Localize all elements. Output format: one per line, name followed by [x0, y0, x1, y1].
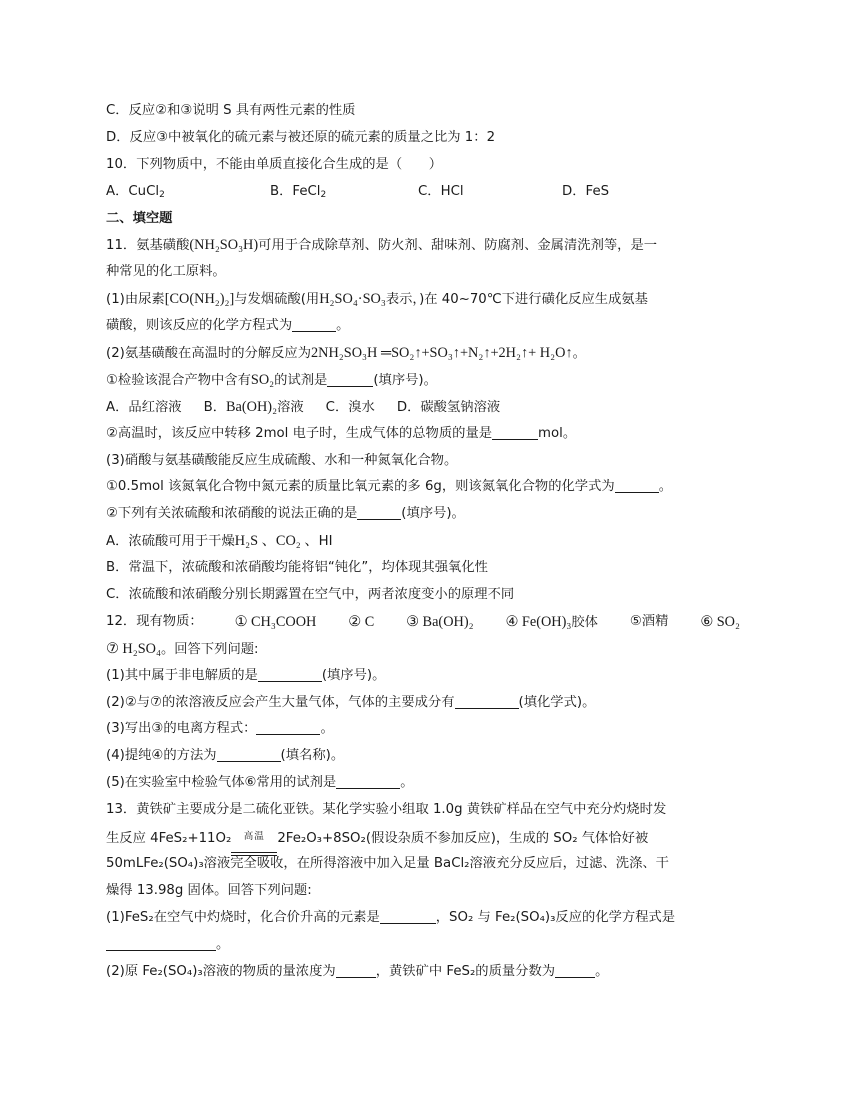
q11-part1-line2: 磺酸，则该反应的化学方程式为 。: [106, 318, 350, 334]
q10-option-d: D．FeS: [562, 183, 610, 199]
q11-part2-sub2: ②高温时，该反应中转移 2mol 电子时，生成气体的总物质的量是 mol。: [106, 425, 577, 441]
q11-stem-line2: 种常见的化工原料。: [106, 264, 226, 280]
q11-part2-options: A．品红溶液 B．Ba(OH)₂溶液 C．溴水 D．碳酸氢钠溶液: [106, 398, 501, 415]
q10-option-c: C．HCl: [418, 183, 464, 199]
q10-option-b: B．FeCl$_2$: [270, 183, 327, 200]
answer-blank: [327, 372, 373, 387]
answer-blank: [217, 747, 281, 762]
answer-blank: [380, 909, 436, 924]
q11-part3-option-b: B．常温下，浓硫酸和浓硝酸均能将铝“钝化”，均体现其强氧化性: [106, 560, 488, 576]
reaction-condition: 高温: [231, 824, 277, 851]
q13-part1-line1: (1)FeS₂在空气中灼烧时，化合价升高的元素是 ，SO₂ 与 Fe₂(SO₄)₃反应的化学方程式是: [106, 909, 676, 925]
q12-part2: (2)②与⑦的浓溶液反应会产生大量气体，气体的主要成分有 (填化学式)。: [106, 694, 596, 710]
answer-blank: [256, 720, 320, 735]
answer-blank: [336, 774, 400, 789]
q9-option-c: C．反应②和③说明 S 具有两性元素的性质: [106, 103, 356, 118]
q11-part3-option-c: C．浓硫酸和浓硝酸分别长期露置在空气中，两者浓度变小的原理不同: [106, 587, 515, 603]
q11-part3: (3)硝酸与氨基磺酸能反应生成硫酸、水和一种氮氧化合物。: [106, 452, 458, 468]
section-heading: 二、填空题: [106, 210, 173, 226]
q13-part1-line2: 。: [106, 932, 740, 959]
q13-stem-line4: 燥得 13.98g 固体。回答下列问题:: [106, 882, 312, 898]
answer-blank: [106, 936, 216, 951]
q13-stem-line1: 13．黄铁矿主要成分是二硫化亚铁。某化学实验小组取 1.0g 黄铁矿样品在空气中充分灼烧时发: [106, 802, 667, 818]
q10-stem: 10．下列物质中，不能由单质直接化合生成的是（ ）: [106, 156, 443, 172]
q13-part2: (2)原 Fe₂(SO₄)₃溶液的物质的量浓度为 ，黄铁矿中 FeS₂的质量分数为 。: [106, 963, 609, 979]
q11-part1-line1: (1)由尿素[CO(NH₂)₂]与发烟硫酸(用H₂SO₄·SO₃表示，)在 40~70℃下进行磺化反应生成氨基: [106, 291, 648, 308]
q11-part3-sub2: ②下列有关浓硫酸和浓硝酸的说法正确的是 (填序号)。: [106, 506, 465, 522]
q11-part3-sub1: ①0.5mol 该氮氧化合物中氮元素的质量比氧元素的多 6g，则该氮氧化合物的化学式为 。: [106, 479, 672, 495]
q10-options: [106, 179, 740, 206]
q9-option-d: D．反应③中被氧化的硫元素与被还原的硫元素的质量之比为 1：2: [106, 129, 496, 145]
q12-part5: (5)在实验室中检验气体⑥常用的试剂是 。: [106, 775, 414, 791]
q12-stem-line2: ⑦ H₂SO₄。回答下列问题:: [106, 640, 259, 657]
q12-part4: (4)提纯④的方法为 (填名称)。: [106, 748, 345, 764]
q12-part1: (1)其中属于非电解质的是 (填序号)。: [106, 667, 386, 683]
document-page: [106, 98, 740, 985]
answer-blank: [555, 963, 595, 978]
answer-blank: [292, 317, 336, 332]
answer-blank: [336, 963, 376, 978]
answer-blank: [492, 425, 538, 440]
q13-stem-line2: 生反应 4FeS₂+11O₂ 高温 2Fe₂O₃+8SO₂(假设杂质不参加反应)，生成的 SO₂ 气体恰好被: [106, 824, 740, 851]
q10-option-a: A．CuCl$_2$: [106, 183, 165, 200]
answer-blank: [357, 505, 401, 520]
q11-stem-line1: 11．氨基磺酸(NH₂SO₃H)可用于合成除草剂、防火剂、甜味剂、防腐剂、金属清洗剂等，是一: [106, 237, 658, 254]
answer-blank: [455, 694, 519, 709]
answer-blank: [615, 478, 659, 493]
q12-part3: (3)写出③的电离方程式： 。: [106, 721, 334, 737]
q13-stem-line3: 50mLFe₂(SO₄)₃溶液完全吸收，在所得溶液中加入足量 BaCl₂溶液充分反应后，过滤、洗涤、干: [106, 855, 669, 871]
q11-part2: (2)氨基磺酸在高温时的分解反应为2NH₂SO₃H ═SO₂↑+SO₃↑+N₂↑+2H₂↑+ H₂O↑。: [106, 345, 586, 362]
q12-stem-line1: 12．现有物质： ① CH₃COOH ② C ③ Ba(OH)₂ ④ Fe(OH)₃胶体 ⑤酒精 ⑥ SO₂: [106, 613, 740, 630]
answer-blank: [258, 667, 322, 682]
q11-part3-option-a: A．浓硫酸可用于干燥H₂S 、CO₂ 、HI: [106, 533, 333, 550]
q11-part2-sub1: ①检验该混合产物中含有SO₂的试剂是 (填序号)。: [106, 371, 437, 388]
